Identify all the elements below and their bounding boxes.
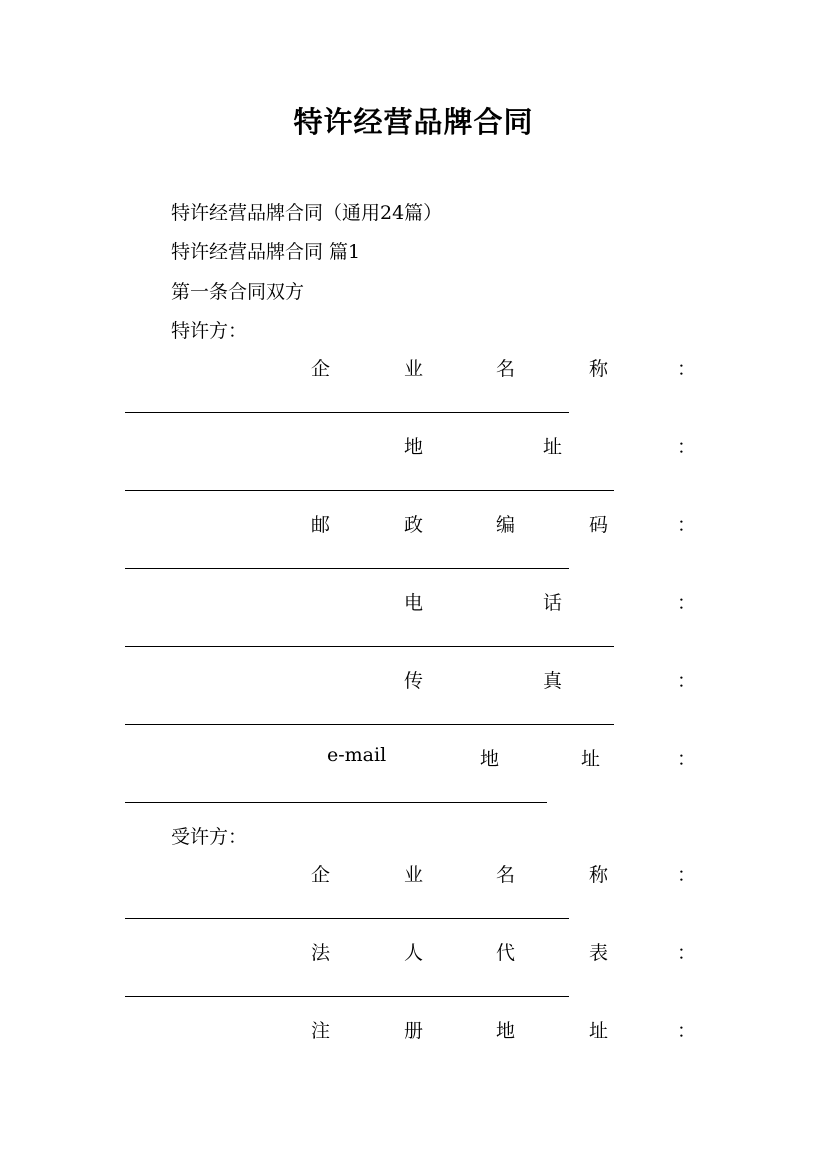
field-char: 址 [581, 748, 601, 770]
article-heading: 第一条合同双方 [171, 281, 305, 303]
field-char: 码 [589, 514, 609, 536]
field-char: 业 [404, 358, 424, 380]
field-colon: ： [677, 864, 697, 886]
field-char: 邮 [311, 514, 331, 536]
field-char: 称 [589, 358, 609, 380]
franchisor-email-field [0, 744, 827, 772]
franchisee-company-name-field [0, 860, 827, 888]
field-colon: ： [677, 592, 697, 614]
field-char: 电 [404, 592, 424, 614]
field-colon: ： [677, 748, 697, 770]
franchisee-label: 受许方： [171, 826, 248, 848]
field-char: 册 [404, 1020, 424, 1042]
field-char: 法 [311, 942, 331, 964]
field-char: 地 [496, 1020, 516, 1042]
franchisor-fax-blank[interactable] [125, 724, 614, 725]
field-colon: ： [677, 436, 697, 458]
section-heading: 特许经营品牌合同 篇1 [171, 241, 361, 263]
franchisor-email-blank[interactable] [125, 802, 547, 803]
field-colon: ： [677, 942, 697, 964]
franchisor-address-field [0, 432, 827, 460]
field-char: 名 [496, 864, 516, 886]
franchisor-phone-field [0, 588, 827, 616]
document-title: 特许经营品牌合同 [293, 105, 534, 139]
field-char: 注 [311, 1020, 331, 1042]
intro-line: 特许经营品牌合同（通用24篇） [171, 202, 443, 224]
field-char: 地 [404, 436, 424, 458]
franchisor-phone-blank[interactable] [125, 646, 614, 647]
franchisor-fax-field [0, 666, 827, 694]
franchisee-legal-rep-blank[interactable] [125, 996, 569, 997]
franchisor-company-name-field [0, 354, 827, 382]
franchisor-label: 特许方： [171, 320, 248, 342]
field-char: 政 [404, 514, 424, 536]
franchisor-company-name-blank[interactable] [125, 412, 569, 413]
franchisor-postcode-field [0, 510, 827, 538]
franchisee-registered-address-field [0, 1016, 827, 1044]
field-char: 企 [311, 864, 331, 886]
field-char: 名 [496, 358, 516, 380]
field-char: 址 [589, 1020, 609, 1042]
field-char: 代 [496, 942, 516, 964]
field-char: 传 [404, 670, 424, 692]
field-colon: ： [677, 358, 697, 380]
field-colon: ： [677, 1020, 697, 1042]
field-char: 址 [543, 436, 563, 458]
franchisee-legal-rep-field [0, 938, 827, 966]
field-char: 编 [496, 514, 516, 536]
franchisee-company-name-blank[interactable] [125, 918, 569, 919]
field-colon: ： [677, 670, 697, 692]
field-char: 地 [480, 748, 500, 770]
field-char: e-mail [327, 744, 387, 766]
field-char: 真 [543, 670, 563, 692]
field-char: 话 [543, 592, 563, 614]
field-char: 人 [404, 942, 424, 964]
field-char: 称 [589, 864, 609, 886]
field-char: 业 [404, 864, 424, 886]
field-char: 企 [311, 358, 331, 380]
franchisor-address-blank[interactable] [125, 490, 614, 491]
field-char: 表 [589, 942, 609, 964]
franchisor-postcode-blank[interactable] [125, 568, 569, 569]
field-colon: ： [677, 514, 697, 536]
